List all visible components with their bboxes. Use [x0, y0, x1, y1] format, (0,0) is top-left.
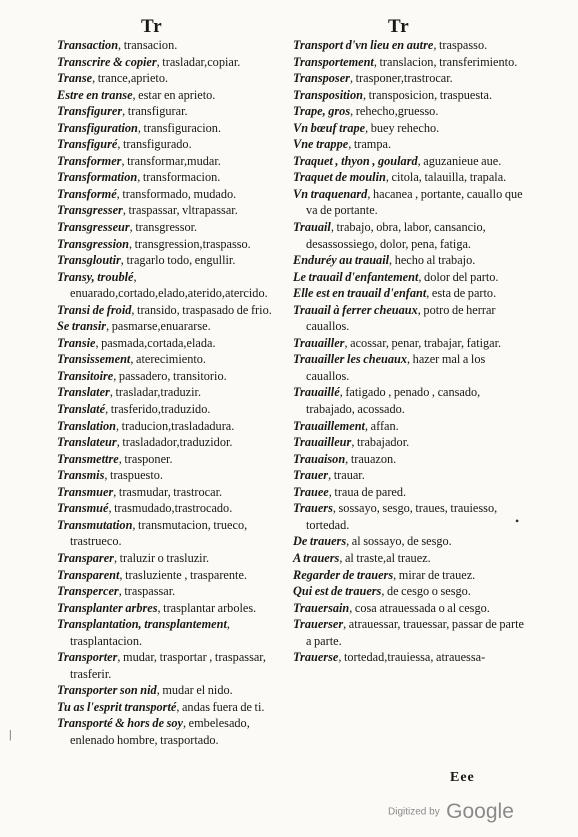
dictionary-entry	[293, 500, 525, 533]
dictionary-entry	[293, 550, 525, 567]
entry-headword: Transpercer	[57, 584, 119, 599]
entry-headword: Transporter	[57, 650, 118, 665]
entry-definition: , trasladador,traduzidor.	[116, 435, 233, 450]
entry-definition: , transfigurar.	[122, 104, 188, 119]
entry-definition: , transfigurado.	[117, 137, 192, 152]
entry-headword: Transportement	[293, 54, 374, 69]
entry-headword: Transfiguré	[57, 137, 118, 152]
entry-definition: , al sossayo, de sesgo.	[346, 534, 452, 549]
dictionary-entry	[57, 186, 289, 203]
entry-headword: Transi de froid	[57, 302, 132, 317]
dictionary-entry	[293, 335, 525, 352]
entry-headword: Transplantation, transplantement	[57, 617, 227, 632]
dictionary-entry	[57, 120, 289, 137]
entry-headword: Trape, gros	[293, 104, 351, 119]
entry-definition: , trasluziente , trasparente.	[119, 567, 247, 582]
entry-headword: Trauail	[293, 220, 331, 235]
dictionary-entry	[293, 649, 525, 666]
dictionary-entry	[57, 682, 289, 699]
entry-headword: Qui est de trauers	[293, 584, 382, 599]
dictionary-entry	[57, 202, 289, 219]
entry-headword: Traquet de moulin	[293, 170, 386, 185]
dictionary-entry	[57, 37, 289, 54]
dictionary-entry	[57, 169, 289, 186]
entry-headword: De trauers	[293, 534, 347, 549]
dictionary-entry	[57, 219, 289, 236]
left-column	[57, 37, 289, 749]
dictionary-entry	[57, 616, 289, 649]
entry-definition: , traducion,trasladadura.	[116, 418, 235, 433]
entry-definition: , trance,aprieto.	[92, 71, 169, 86]
right-running-head: Tr	[388, 16, 410, 37]
dictionary-entry	[293, 70, 525, 87]
dictionary-entry	[293, 384, 525, 417]
dictionary-entry	[57, 715, 289, 748]
entry-definition: , transacion.	[118, 38, 178, 52]
dictionary-entry	[57, 451, 289, 468]
dictionary-entry	[293, 418, 525, 435]
dictionary-entry	[293, 219, 525, 252]
dictionary-entry	[293, 252, 525, 269]
entry-definition: , mirar de trauez.	[393, 567, 476, 582]
entry-headword: Transparer	[57, 550, 114, 565]
entry-headword: Transgresseur	[57, 220, 130, 235]
entry-headword: Transmutation	[57, 517, 133, 532]
entry-headword: Trauer	[293, 468, 329, 483]
entry-definition: , enuarado,cortado,elado,aterido,atercido.	[70, 269, 268, 301]
entry-definition: , pasmarse,enuararse.	[106, 319, 211, 334]
left-running-head: Tr	[141, 16, 163, 37]
dictionary-entry	[57, 136, 289, 153]
entry-headword: Trauail à ferrer cheuaux	[293, 302, 418, 317]
dictionary-entry	[293, 186, 525, 219]
entry-definition: , trasferido,traduzido.	[105, 402, 211, 417]
entry-headword: Transfiguration	[57, 120, 138, 135]
entry-headword: Transporter son nid	[57, 683, 157, 698]
margin-mark: |	[9, 727, 12, 741]
entry-headword: Transformer	[57, 153, 122, 168]
entry-headword: Transport d'vn lieu en autre	[293, 38, 434, 52]
entry-headword: Trauerser	[293, 617, 344, 632]
dictionary-entry	[57, 467, 289, 484]
entry-headword: Trauailleur	[293, 435, 352, 450]
dictionary-entry	[293, 484, 525, 501]
dictionary-entry	[57, 236, 289, 253]
entry-definition: , trabajo, obra, labor, cansancio, desassossiego, dolor, pena, fatiga.	[306, 220, 486, 251]
entry-definition: , trasladar,copiar.	[156, 54, 241, 69]
entry-headword: Translateur	[57, 435, 117, 450]
dictionary-entry	[57, 269, 289, 302]
dictionary-entry	[293, 153, 525, 170]
entry-headword: Se transir	[57, 319, 107, 334]
dictionary-entry	[293, 451, 525, 468]
dictionary-entry	[57, 401, 289, 418]
entry-headword: Trauailler les cheuaux	[293, 352, 408, 367]
entry-definition: , estar en aprieto.	[132, 87, 216, 102]
entry-definition: , al traste,al trauez.	[339, 550, 431, 565]
dictionary-entry	[57, 70, 289, 87]
entry-headword: Transe	[57, 71, 93, 86]
dictionary-entry	[293, 103, 525, 120]
entry-headword: Transaction	[57, 38, 119, 52]
entry-definition: , transformar,mudar.	[121, 153, 221, 168]
dictionary-entry	[57, 351, 289, 368]
entry-definition: , trampa.	[348, 137, 392, 152]
entry-headword: Transplanter arbres	[57, 600, 158, 615]
dictionary-entry	[57, 54, 289, 71]
entry-headword: Elle est en trauail d'enfant	[293, 286, 427, 301]
entry-definition: , andas fuera de ti.	[176, 699, 265, 714]
entry-definition: , aguzanieue aue.	[417, 153, 502, 168]
entry-definition: , aterecimiento.	[130, 352, 206, 367]
entry-headword: Trauailler	[293, 335, 345, 350]
dictionary-entry	[293, 467, 525, 484]
dictionary-entry	[57, 434, 289, 451]
entry-headword: Transissement	[57, 352, 131, 367]
signature-mark: Eee	[450, 770, 475, 785]
entry-definition: , citola, talauilla, trapala.	[385, 170, 507, 185]
entry-headword: Transcrire & copier	[57, 54, 157, 69]
entry-headword: Transfigurer	[57, 104, 123, 119]
entry-definition: , trauazon.	[345, 451, 397, 466]
entry-definition: , rehecho,gruesso.	[350, 104, 439, 119]
entry-definition: , hazer mal a los cauallos.	[306, 352, 486, 383]
entry-headword: Transmis	[57, 468, 105, 483]
entry-definition: , transgressor.	[129, 220, 198, 235]
watermark	[388, 800, 514, 824]
entry-definition: , sossayo, sesgo, traues, trauiesso, tortedad.	[306, 501, 498, 532]
entry-headword: Vn traquenard	[293, 186, 368, 201]
entry-headword: Translaté	[57, 402, 106, 417]
entry-headword: Trauaillé	[293, 385, 340, 400]
dictionary-entry	[293, 600, 525, 617]
dictionary-entry	[57, 500, 289, 517]
entry-definition: , esta de parto.	[426, 286, 497, 301]
entry-definition: , tortedad,trauiessa, atrauessa-	[338, 650, 486, 665]
entry-definition: , passadero, transitorio.	[113, 368, 227, 383]
dictionary-entry	[293, 434, 525, 451]
entry-headword: Transposition	[293, 87, 363, 102]
entry-definition: , traua de pared.	[328, 484, 407, 499]
entry-definition: , dolor del parto.	[418, 269, 499, 284]
entry-headword: Transy, troublé	[57, 269, 134, 284]
watermark-brand: Google	[446, 800, 514, 823]
dictionary-entry	[57, 600, 289, 617]
entry-definition: , trasponer.	[118, 451, 173, 466]
entry-definition: , transposicion, traspuesta.	[362, 87, 493, 102]
entry-headword: Transposer	[293, 71, 350, 86]
entry-headword: Trauee	[293, 484, 329, 499]
entry-definition: , translacion, transferimiento.	[373, 54, 518, 69]
entry-headword: Transformation	[57, 170, 138, 185]
dictionary-entry	[293, 120, 525, 137]
entry-definition: , fatigado , penado , cansado, trabajado, acossado.	[306, 385, 481, 417]
dictionary-entry	[57, 368, 289, 385]
entry-definition: , trabajador.	[351, 435, 410, 450]
entry-definition: , traspassar, vltrapassar.	[122, 203, 238, 218]
entry-headword: Transgresser	[57, 203, 123, 218]
dictionary-entry	[293, 136, 525, 153]
dictionary-entry	[57, 318, 289, 335]
dictionary-entry	[57, 302, 289, 319]
dictionary-entry	[57, 699, 289, 716]
entry-headword: Trauers	[293, 501, 333, 516]
entry-headword: Transmuer	[57, 484, 114, 499]
dictionary-entry	[57, 517, 289, 550]
entry-definition: , potro de herrar cauallos.	[306, 302, 496, 334]
entry-headword: Transgloutir	[57, 253, 121, 268]
right-column	[293, 37, 525, 666]
dictionary-entry	[293, 302, 525, 335]
entry-definition: , trasladar,traduzir.	[109, 385, 202, 400]
entry-headword: Transparent	[57, 567, 120, 582]
entry-definition: , traspuesto.	[104, 468, 163, 483]
entry-headword: Transmettre	[57, 451, 119, 466]
watermark-prefix: Digitized by	[388, 806, 440, 818]
entry-headword: Estre en transe	[57, 87, 133, 102]
entry-headword: Tu as l'esprit transporté	[57, 699, 177, 714]
dictionary-entry	[293, 616, 525, 649]
dictionary-entry	[57, 583, 289, 600]
entry-headword: Trauaillement	[293, 418, 365, 433]
entry-headword: Transgression	[57, 236, 129, 251]
entry-definition: , acossar, penar, trabajar, fatigar.	[344, 335, 502, 350]
dictionary-entry	[57, 153, 289, 170]
dictionary-entry	[57, 335, 289, 352]
entry-definition: , transfiguracion.	[137, 120, 222, 135]
dictionary-entry	[293, 533, 525, 550]
dictionary-entry	[57, 484, 289, 501]
entry-definition: , transido, traspasado de frio.	[131, 302, 272, 317]
dictionary-entry	[293, 567, 525, 584]
entry-headword: Transie	[57, 335, 96, 350]
entry-definition: , transformado, mudado.	[116, 186, 237, 201]
entry-definition: , trasponer,trastrocar.	[349, 71, 453, 86]
dictionary-entry	[57, 567, 289, 584]
entry-headword: Trauerse	[293, 650, 339, 665]
entry-headword: Vne trappe	[293, 137, 349, 152]
dictionary-entry	[293, 54, 525, 71]
entry-definition: , trauar.	[328, 468, 365, 483]
entry-definition: , transmutacion, trueco, trastrueco.	[70, 517, 248, 549]
entry-definition: , traspasso.	[433, 38, 488, 52]
entry-definition: , pasmada,cortada,elada.	[95, 335, 216, 350]
dictionary-entry	[293, 269, 525, 286]
entry-definition: , trasmudar, trastrocar.	[113, 484, 223, 499]
entry-definition: , hacanea , portante, cauallo que va de portante.	[306, 186, 523, 218]
entry-definition: , mudar el nido.	[156, 683, 233, 698]
dictionary-entry	[293, 351, 525, 384]
entry-definition: , mudar, trasportar , traspassar, trasferir.	[70, 650, 266, 681]
entry-definition: , trasplantar arboles.	[157, 600, 257, 615]
entry-definition: , transgression,traspasso.	[128, 236, 251, 251]
entry-definition: , atrauessar, trauessar, passar de parte a parte.	[306, 617, 524, 648]
entry-definition: , traluzir o trasluzir.	[113, 550, 210, 565]
dictionary-entry	[57, 103, 289, 120]
entry-headword: Trauaison	[293, 451, 346, 466]
entry-definition: , tragarlo todo, engullir.	[120, 253, 236, 268]
dictionary-entry	[57, 649, 289, 682]
dictionary-entry	[57, 550, 289, 567]
entry-headword: Translater	[57, 385, 110, 400]
entry-headword: Transformé	[57, 186, 117, 201]
entry-headword: Transmué	[57, 501, 109, 516]
entry-headword: Le trauail d'enfantement	[293, 269, 419, 284]
dictionary-entry	[293, 87, 525, 104]
dictionary-entry	[293, 37, 525, 54]
margin-dot: •	[515, 514, 520, 528]
entry-headword: Traquet , thyon , goulard	[293, 153, 418, 168]
dictionary-entry	[57, 252, 289, 269]
entry-headword: Transporté & hors de soy	[57, 716, 183, 731]
dictionary-entry	[293, 583, 525, 600]
entry-definition: , buey rehecho.	[365, 120, 440, 135]
entry-definition: , cosa atrauessada o al cesgo.	[349, 600, 490, 615]
entry-headword: Trauersain	[293, 600, 350, 615]
dictionary-entry	[293, 169, 525, 186]
dictionary-entry	[57, 384, 289, 401]
dictionary-entry	[293, 285, 525, 302]
entry-definition: , traspassar.	[118, 584, 176, 599]
dictionary-entry	[57, 418, 289, 435]
entry-headword: Regarder de trauers	[293, 567, 394, 582]
entry-definition: , affan.	[364, 418, 399, 433]
entry-headword: Transitoire	[57, 368, 114, 383]
entry-headword: Translation	[57, 418, 116, 433]
entry-headword: Enduréy au trauail	[293, 253, 390, 268]
entry-definition: , de cesgo o sesgo.	[381, 584, 471, 599]
entry-headword: A trauers	[293, 550, 340, 565]
entry-definition: , trasmudado,trastrocado.	[108, 501, 233, 516]
entry-definition: , transformacion.	[137, 170, 221, 185]
entry-definition: , embelesado, enlenado hombre, trasportado.	[70, 716, 250, 747]
entry-definition: , hecho al trabajo.	[389, 253, 476, 268]
entry-headword: Vn bœuf trape	[293, 120, 366, 135]
entry-definition: , trasplantacion.	[70, 617, 230, 648]
dictionary-entry	[57, 87, 289, 104]
